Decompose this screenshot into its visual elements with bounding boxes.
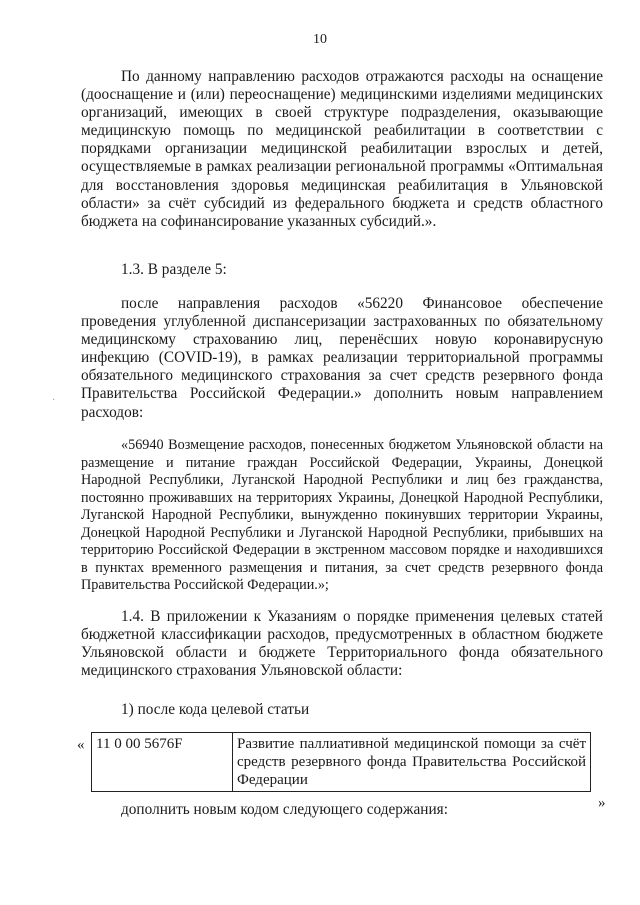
page-number: 10 [313,32,327,47]
description-cell: Развитие паллиативной медицинской помощи за счёт средств резервного фонда Правительства Российской Федерации [233,733,591,792]
paragraph-1-4: 1.4. В приложении к Указаниям о порядке применения целевых статей бюджетной классификации расходов, предусмотренных в областном бюджете Ульяновской области и бюджете Территориального фонда обязательного медицинского страхования Ульяновской области: [81,608,603,680]
paragraph-after-56220: после направления расходов «56220 Финансовое обеспечение проведения углубленной диспансеризации застрахованных по обязательному медицинскому страхованию лиц, перенёсших новую коронавирусную инфекцию (COVID-19), в рамках реализации территориальной программы обязательного медицинского страхования за счет средств резервного фонда Правительства Российской Федерации.» дополнить новым направлением расходов: [81,295,603,421]
paragraph-equipment: По данному направлению расходов отражаются расходы на оснащение (дооснащение и (или) переоснащение) медицинскими изделиями медицинских организаций, имеющих в своей структуре подразделения, оказывающие медицинскую помощь по медицинской реабилитации в соответствии с порядками организации медицинской реабилитации взрослых и детей, осуществляемые в рамках реализации региональной программы «Оптимальная для восстановления здоровья медицинская реабилитация в Ульяновской области» за счёт субсидий из федерального бюджета и средств областного бюджета на софинансирование указанных субсидий.». [81,68,603,230]
table-row [92,733,591,792]
table-close-quote: » [598,795,606,811]
code-table [91,732,591,792]
heading-1-3: 1.3. В разделе 5: [121,261,227,278]
margin-mark: · [52,395,56,406]
heading-item-1: 1) после кода целевой статьи [121,701,310,718]
code-cell: 11 0 00 5676F [92,733,233,792]
table-open-quote: « [77,737,85,753]
paragraph-add-code: дополнить новым кодом следующего содержания: [121,801,448,818]
paragraph-56940: «56940 Возмещение расходов, понесенных бюджетом Ульяновской области на размещение и питание граждан Российской Федерации, Украины, Донецкой Народной Республики, Луганской Народной Республики и лиц без гражданства, постоянно проживавших на территориях Украины, Донецкой Народной Республики, Луганской Народной Республики, вынужденно покинувших территории Украины, Донецкой Народной Республики и Луганской Народной Республики, прибывших на территорию Российской Федерации в экстренном массовом порядке и находившихся в пунктах временного размещения и питания, за счет средств резервного фонда Правительства Российской Федерации.»; [81,437,603,593]
